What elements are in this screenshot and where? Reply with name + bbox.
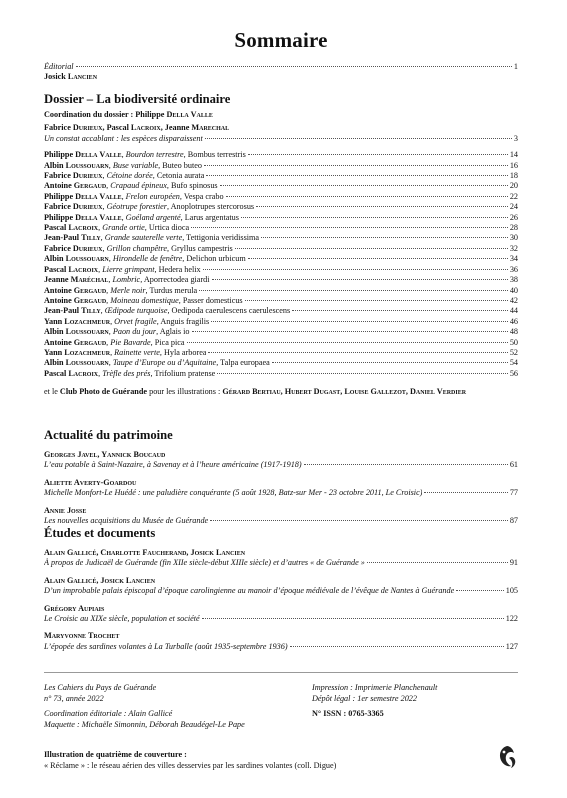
entry-common-name: Rainette verte (114, 347, 160, 357)
editorial-entry[interactable] (44, 62, 518, 72)
entry-latin-name: Vespa crabo (183, 191, 224, 201)
entry-latin-name: Anoplotrupes stercorosus (170, 202, 255, 212)
entry-text: Antoine Gergaud, Crapaud épineux, Bufo spinosus (44, 181, 218, 191)
page-number: 127 (505, 641, 518, 651)
maquette: Maquette : Michaële Simonnin, Déborah Beaudégel-Le Pape (44, 719, 245, 729)
entry-author: Jeanne Maréchal (44, 275, 109, 285)
dot-leader (204, 165, 508, 166)
dot-leader (226, 196, 508, 197)
entry-text: Antoine Gergaud, Pie Bavarde, Pica pica (44, 337, 185, 347)
entry-author: Pascal Lacroix (44, 264, 99, 274)
intro-entry[interactable] (44, 134, 518, 144)
dot-leader (304, 464, 508, 465)
dot-leader (235, 248, 508, 249)
article (44, 576, 518, 597)
entry-common-name: Orvet fragile (114, 316, 157, 326)
entry-text: Pascal Lacroix, Grande ortie, Urtica dioca (44, 223, 190, 233)
article-title: L’eau potable à Saint-Nazaire, à Savenay et à l’heure américaine (1917-1918) (44, 460, 302, 470)
entry-author: Yann Lozachmeur (44, 316, 111, 326)
page-number: 91 (509, 558, 518, 568)
entry-text: Antoine Gergaud, Moineau domestique, Passer domesticus (44, 295, 243, 305)
entry-text: Antoine Gergaud, Merle noir, Turdus merula (44, 285, 198, 295)
toc-entry[interactable] (44, 460, 518, 470)
entry-latin-name: Larus argentatus (184, 212, 239, 222)
page-number: 28 (509, 223, 518, 233)
entry-text: Albin Loussouarn, Buse variable, Buteo buteo (44, 160, 202, 170)
dot-leader (206, 175, 507, 176)
toc-entry[interactable] (44, 516, 518, 526)
entry-text: Jean-Paul Tilly, Grande sauterelle verte, Tettigonia veridissima (44, 233, 260, 243)
page-number: 42 (509, 295, 518, 305)
dot-leader (192, 331, 508, 332)
species-list (44, 150, 518, 379)
entry-text: Fabrice Durieux, Cétoine dorée, Cetonia aurata (44, 171, 205, 181)
toc-entry[interactable] (44, 233, 518, 243)
entry-latin-name: Cetonia aurata (156, 171, 205, 181)
editorial-author: Josick Lancien (44, 72, 98, 82)
colophon-left (44, 683, 245, 730)
dot-leader (456, 590, 503, 591)
entry-latin-name: Bombus terrestris (187, 150, 246, 160)
page-number: 36 (509, 264, 518, 274)
entry-author: Albin Loussouarn (44, 254, 109, 264)
page-number: 52 (509, 347, 518, 357)
entry-common-name: Taupe d’Europe ou d’Aquitaine (112, 358, 217, 368)
entry-text: Pascal Lacroix, Lierre grimpant, Hedera helix (44, 264, 201, 274)
article-title: Les nouvelles acquisitions du Musée de Guérande (44, 516, 209, 526)
entry-common-name: Lombric (112, 275, 141, 285)
entry-latin-name: Aporrectodea giardi (143, 275, 210, 285)
publisher-logo-icon (496, 744, 518, 770)
dot-leader (290, 646, 504, 647)
article-authors: Alain Gallicé, Charlotte Faucherand, Josick Lancien (44, 548, 246, 557)
impression: Impression : Imprimerie Planchenault (312, 683, 438, 692)
entry-text: Albin Loussouarn, Paon du jour, Aglais io (44, 327, 190, 337)
dot-leader (367, 562, 508, 563)
toc-entry[interactable] (44, 181, 518, 191)
page-number: 34 (509, 254, 518, 264)
page-number: 3 (513, 133, 518, 143)
entry-common-name: Moineau domestique (110, 295, 179, 305)
entry-text: Albin Loussouarn, Hirondelle de fenêtre, Delichon urbicum (44, 254, 246, 264)
entry-author: Pascal Lacroix (44, 223, 99, 233)
editorial-block (44, 62, 518, 83)
actualite-heading: Actualité du patrimoine (44, 428, 173, 442)
page-number: 46 (509, 316, 518, 326)
entry-text: Yann Lozachmeur, Orvet fragile, Anguis fragilis (44, 316, 210, 326)
toc-entry[interactable] (44, 586, 518, 596)
dot-leader (220, 185, 508, 186)
entry-author: Antoine Gergaud (44, 295, 107, 305)
toc-entry[interactable] (44, 161, 518, 171)
cover-text: « Réclame » : le réseau aérien des villes desservies par les sardines volantes (coll. Digue) (44, 760, 337, 770)
issn: N° ISSN : 0765-3365 (312, 709, 384, 719)
entry-common-name: Merle noir (110, 285, 146, 295)
dot-leader (210, 520, 508, 521)
article (44, 506, 518, 527)
dot-leader (272, 362, 508, 363)
article-authors: Maryvonne Trochet (44, 631, 120, 641)
toc-entry[interactable] (44, 202, 518, 212)
toc-entry[interactable] (44, 254, 518, 264)
page-title: Sommaire (234, 28, 328, 52)
entry-common-name: Frelon européen (125, 191, 180, 201)
page-number: 32 (509, 243, 518, 253)
article (44, 478, 518, 499)
dot-leader (211, 321, 508, 322)
entry-latin-name: Hyla arborea (163, 347, 207, 357)
entry-text: Yann Lozachmeur, Rainette verte, Hyla arborea (44, 347, 207, 357)
entry-author: Antoine Gergaud (44, 337, 107, 347)
dot-leader (248, 258, 508, 259)
entry-text: Fabrice Durieux, Géotrupe forestier, Anoplotrupes stercorosus (44, 202, 255, 212)
entry-author: Philippe Della Valle (44, 212, 122, 222)
article-title: Le Croisic au XIXe siècle, population et société (44, 614, 200, 624)
page-number: 26 (509, 212, 518, 222)
entry-latin-name: Gryllus campestris (171, 243, 233, 253)
entry-author: Pascal Lacroix (44, 368, 99, 378)
entry-latin-name: Trifolium pratense (154, 368, 216, 378)
article-title: Michelle Monfort-Le Huédé : une paludière conquérante (5 août 1928, Batz-sur Mer - 23 octobre 2011, Le Croisic) (44, 488, 423, 498)
toc-entry[interactable] (44, 150, 518, 160)
toc-entry[interactable] (44, 358, 518, 368)
cover-illustration (44, 750, 336, 771)
page-number: 14 (509, 150, 518, 160)
entry-common-name: Pie Bavarde (110, 337, 151, 347)
entry-common-name: Hirondelle de fenêtre (112, 254, 183, 264)
entry-author: Albin Loussouarn (44, 358, 109, 368)
actualite-section (44, 428, 518, 526)
etudes-section (44, 526, 518, 652)
toc-entry[interactable] (44, 558, 518, 568)
journal-name: Les Cahiers du Pays de Guérande (44, 683, 157, 692)
dot-leader (424, 492, 507, 493)
dossier-section (44, 92, 518, 398)
colophon-right (312, 683, 437, 720)
entry-common-name: Grande sauterelle verte (104, 233, 183, 243)
dot-leader (245, 300, 508, 301)
dot-leader (248, 154, 508, 155)
dot-leader (187, 342, 508, 343)
entry-common-name: Paon du jour (112, 327, 157, 337)
article-authors: Georges Javel, Yannick Boucaud (44, 450, 166, 459)
page-number: 22 (509, 191, 518, 201)
dossier-coordination: Coordination du dossier : Philippe Della Valle (44, 110, 213, 119)
dot-leader (76, 66, 512, 67)
article-title: À propos de Judicaël de Guérande (fin XIIe siècle-début XIIIe siècle) et d’autres « de Guérande » (44, 558, 365, 568)
entry-author: Yann Lozachmeur (44, 347, 111, 357)
entry-author: Jean-Paul Tilly (44, 233, 101, 243)
entry-text: Fabrice Durieux, Grillon champêtre, Gryllus campestris (44, 243, 233, 253)
etudes-heading: Études et documents (44, 526, 156, 540)
toc-entry[interactable] (44, 327, 518, 337)
dossier-heading: Dossier – La biodiversité ordinaire (44, 92, 231, 106)
entry-text: Philippe Della Valle, Goéland argenté, Larus argentatus (44, 212, 239, 222)
depot-legal: Dépôt légal : 1er semestre 2022 (312, 693, 417, 703)
entry-author: Philippe Della Valle (44, 150, 122, 160)
entry-author: Antoine Gergaud (44, 181, 107, 191)
page-number: 38 (509, 275, 518, 285)
toc-entry[interactable] (44, 265, 518, 275)
dot-leader (199, 290, 508, 291)
dot-leader (191, 227, 508, 228)
actualite-list (44, 450, 518, 526)
entry-latin-name: Passer domesticus (182, 295, 243, 305)
article-authors: Aliette Averty-Goardou (44, 477, 137, 487)
page-number: 87 (509, 516, 518, 526)
entry-latin-name: Tettigonia veridissima (186, 233, 260, 243)
article (44, 450, 518, 471)
entry-text: Jeanne Maréchal, Lombric, Aporrectodea giardi (44, 275, 210, 285)
entry-author: Albin Loussouarn (44, 160, 109, 170)
entry-text: Jean-Paul Tilly, Œdipode turquoise, Oedipoda caerulescens caerulescens (44, 306, 291, 316)
article-authors: Alain Gallicé, Josick Lancien (44, 575, 156, 585)
article (44, 604, 518, 625)
page-number: 50 (509, 337, 518, 347)
entry-author: Jean-Paul Tilly (44, 306, 101, 316)
intro-authors: Fabrice Durieux, Pascal Lacroix, Jeanne Marechal (44, 123, 230, 133)
entry-latin-name: Anguis fragilis (160, 316, 210, 326)
editorial-label: Éditorial (44, 62, 74, 71)
entry-common-name: Grande ortie (102, 223, 145, 233)
entry-common-name: Crapaud épineux (110, 181, 167, 191)
entry-latin-name: Delichon urbicum (186, 254, 246, 264)
article-authors: Annie Josse (44, 505, 87, 515)
dot-leader (241, 217, 508, 218)
toc-entry[interactable] (44, 306, 518, 316)
page-number: 48 (509, 327, 518, 337)
page-number: 40 (509, 285, 518, 295)
entry-common-name: Trèfle des prés (102, 368, 151, 378)
toc-entry[interactable] (44, 244, 518, 254)
entry-common-name: Œdipode turquoise (104, 306, 168, 316)
photo-credits: et le Club Photo de Guérande pour les illustrations : Gérard Bertiau, Hubert Dugast, Louise Gallezot, Daniel Verdier (44, 387, 467, 397)
toc-entry[interactable] (44, 348, 518, 358)
page-number: 105 (505, 586, 518, 596)
page-number: 77 (509, 488, 518, 498)
entry-common-name: Buse variable (112, 160, 159, 170)
entry-latin-name: Talpa europaea (220, 358, 270, 368)
entry-author: Fabrice Durieux (44, 202, 103, 212)
page-number: 30 (509, 233, 518, 243)
dot-leader (261, 237, 508, 238)
page-number: 61 (509, 460, 518, 470)
toc-entry[interactable] (44, 223, 518, 233)
entry-latin-name: Turdus merula (149, 285, 198, 295)
entry-common-name: Cétoine dorée (106, 171, 153, 181)
article-title: L’épopée des sardines volantes à La Turballe (août 1935-septembre 1936) (44, 641, 288, 651)
entry-latin-name: Urtica dioca (148, 223, 190, 233)
dot-leader (203, 269, 508, 270)
toc-entry[interactable] (44, 296, 518, 306)
article-authors: Grégory Aupiais (44, 603, 105, 613)
entry-common-name: Goéland argenté (125, 212, 181, 222)
dot-leader (292, 310, 508, 311)
dot-leader (205, 138, 512, 139)
divider (44, 672, 518, 673)
entry-latin-name: Oedipoda caerulescens caerulescens (171, 306, 291, 316)
intro-title: Un constat accablant : les espèces disparaissent (44, 133, 203, 143)
entry-author: Fabrice Durieux (44, 243, 103, 253)
entry-author: Antoine Gergaud (44, 285, 107, 295)
article (44, 548, 518, 569)
page-number: 18 (509, 171, 518, 181)
entry-author: Philippe Della Valle (44, 191, 122, 201)
toc-entry[interactable] (44, 275, 518, 285)
page-number: 24 (509, 202, 518, 212)
etudes-list (44, 548, 518, 652)
entry-text: Philippe Della Valle, Frelon européen, Vespa crabo (44, 191, 224, 201)
cover-heading: Illustration de quatrième de couverture : (44, 750, 187, 759)
page-number: 20 (509, 181, 518, 191)
entry-author: Albin Loussouarn (44, 327, 109, 337)
article (44, 631, 518, 652)
entry-text: Philippe Della Valle, Bourdon terrestre, Bombus terrestris (44, 150, 246, 160)
dot-leader (208, 352, 507, 353)
entry-common-name: Géotrupe forestier (106, 202, 167, 212)
entry-latin-name: Hedera helix (158, 264, 201, 274)
toc-entry[interactable] (44, 192, 518, 202)
dot-leader (217, 373, 508, 374)
entry-latin-name: Bufo spinosus (170, 181, 218, 191)
dot-leader (256, 206, 508, 207)
toc-entry[interactable] (44, 286, 518, 296)
page-number: 54 (509, 358, 518, 368)
toc-entry[interactable] (44, 213, 518, 223)
entry-latin-name: Buteo buteo (162, 160, 202, 170)
entry-latin-name: Aglais io (159, 327, 190, 337)
toc-entry[interactable] (44, 642, 518, 652)
toc-entry[interactable] (44, 614, 518, 624)
toc-entry[interactable] (44, 338, 518, 348)
editorial-coordination: Coordination éditoriale : Alain Gallicé (44, 709, 173, 719)
dot-leader (212, 279, 508, 280)
entry-common-name: Grillon champêtre (106, 243, 167, 253)
page-number: 1 (513, 62, 518, 71)
dot-leader (202, 618, 504, 619)
issue-number: n° 73, année 2022 (44, 693, 104, 703)
entry-common-name: Bourdon terrestre (125, 150, 184, 160)
page-number: 16 (509, 160, 518, 170)
page-number: 122 (505, 614, 518, 624)
article-title: D’un improbable palais épiscopal d’époque carolingienne au manoir d’époque médiévale de l’évêque de Nantes à Guérande (44, 586, 455, 596)
toc-entry[interactable] (44, 369, 518, 379)
entry-text: Albin Loussouarn, Taupe d’Europe ou d’Aquitaine, Talpa europaea (44, 358, 270, 368)
entry-latin-name: Pica pica (154, 337, 185, 347)
page (44, 0, 518, 798)
entry-author: Fabrice Durieux (44, 171, 103, 181)
toc-entry[interactable] (44, 317, 518, 327)
entry-text: Pascal Lacroix, Trèfle des prés, Trifolium pratense (44, 368, 216, 378)
toc-entry[interactable] (44, 171, 518, 181)
toc-entry[interactable] (44, 488, 518, 498)
page-number: 44 (509, 306, 518, 316)
page-number: 56 (509, 368, 518, 378)
entry-common-name: Lierre grimpant (102, 264, 155, 274)
